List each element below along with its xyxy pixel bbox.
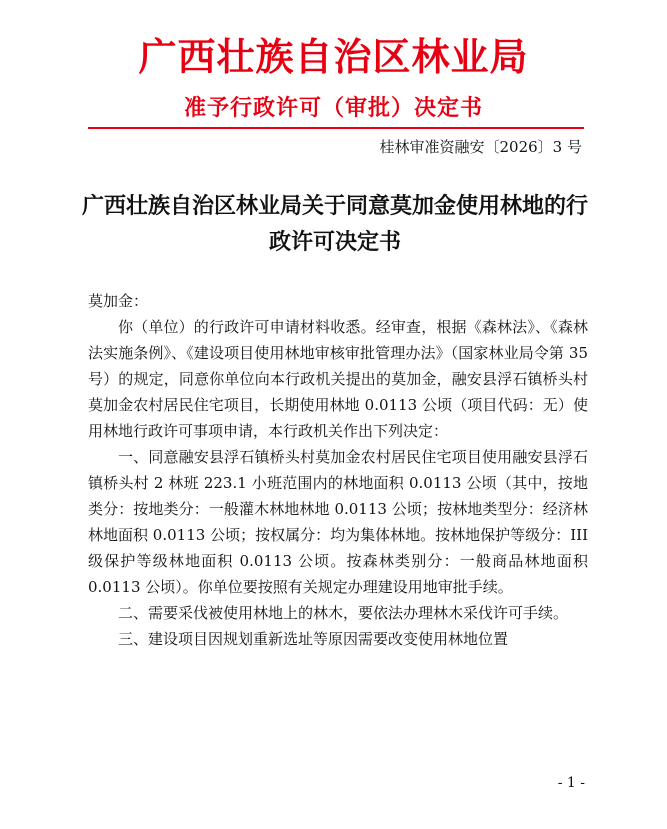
document-body — [88, 288, 588, 652]
red-header-rule — [88, 127, 584, 129]
body-paragraph: 二、需要采伐被使用林地上的林木，要依法办理林木采伐许可手续。 — [118, 604, 569, 622]
document-title: 广西壮族自治区林业局关于同意莫加金使用林地的行政许可决定书 — [81, 193, 588, 255]
body-paragraph: 你（单位）的行政许可申请材料收悉。经审查，根据《森林法》、《森林法实施条例》、《建设项目使用林地审核审批管理办法》（国家林业局令第 35 号）的规定，同意你单位向本行政机关提出的莫加金，融安县浮石镇桥头村莫加金农村居民住宅项目，长期使用林地 0.0113 公顷（项目代码：无）使用林地行政许可事项申请，本行政机关作出下列决定： — [88, 318, 588, 440]
document-type: 准予行政许可（审批）决定书 — [183, 95, 483, 121]
document-number: 桂林审准资融安〔2026〕3 号 — [379, 138, 582, 156]
body-paragraph: 三、建设项目因规划重新选址等原因需要改变使用林地位置 — [118, 630, 509, 648]
salutation: 莫加金： — [88, 292, 149, 310]
issuing-organization: 广西壮族自治区林业局 — [138, 34, 529, 79]
body-paragraph: 一、同意融安县浮石镇桥头村莫加金农村居民住宅项目使用融安县浮石镇桥头村 2 林班 223.1 小班范围内的林地面积 0.0113 公顷（其中，按地类分：按地类分：一般灌木林地林地 0.0113 公顷；按林地类型分：经济林林地面积 0.0113 公顷；按权属分：均为集体林地。按林地保护等级分：III 级保护等级林地面积 0.0113 公顷。按森林类别分：一般商品林地面积 0.0113 公顷）。你单位要按照有关规定办理建设用地审批手续。 — [88, 448, 588, 596]
page-number: - 1 - — [557, 775, 585, 791]
